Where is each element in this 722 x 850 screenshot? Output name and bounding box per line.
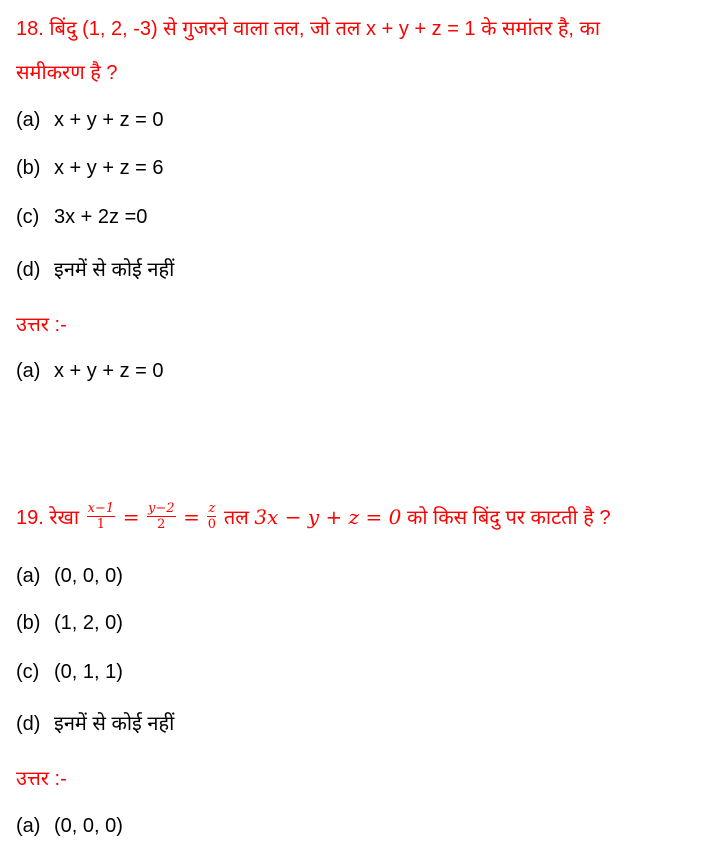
q18-option-a bbox=[16, 109, 164, 132]
option-text: इनमें से कोई नहीं bbox=[54, 713, 175, 735]
q19-option-a bbox=[16, 565, 123, 588]
option-text: x + y + z = 0 bbox=[54, 109, 164, 131]
fraction-2 bbox=[147, 502, 176, 531]
option-label: (c) bbox=[16, 661, 40, 683]
q19-option-b bbox=[16, 612, 123, 635]
q19-answer bbox=[16, 815, 123, 838]
q19-prefix: 19. रेखा bbox=[16, 507, 80, 529]
fraction-1-numerator: x−1 bbox=[87, 501, 115, 517]
option-text: (1, 2, 0) bbox=[54, 612, 123, 634]
plane-equation: 3x − y + z = 0 bbox=[254, 505, 402, 529]
answer-text: (0, 0, 0) bbox=[54, 815, 123, 837]
option-label: (a) bbox=[16, 109, 41, 131]
option-text: x + y + z = 6 bbox=[54, 157, 164, 179]
fraction-2-denominator: 2 bbox=[157, 517, 166, 533]
answer-text: x + y + z = 0 bbox=[54, 360, 164, 382]
q18-option-b bbox=[16, 157, 164, 180]
answer-label: (a) bbox=[16, 815, 41, 837]
option-label: (d) bbox=[16, 713, 41, 735]
equals-sign: = bbox=[122, 505, 140, 529]
option-label: (c) bbox=[16, 206, 40, 228]
option-label: (b) bbox=[16, 612, 41, 634]
fraction-1 bbox=[87, 502, 116, 531]
q18-question-line2: समीकरण है ? bbox=[16, 62, 118, 84]
fraction-3 bbox=[207, 502, 216, 531]
fraction-2-numerator: y−2 bbox=[148, 501, 175, 517]
option-label: (d) bbox=[16, 259, 41, 281]
q19-option-d bbox=[16, 709, 174, 736]
equals-sign: = bbox=[183, 505, 200, 529]
option-label: (b) bbox=[16, 157, 41, 179]
answer-label: (a) bbox=[16, 360, 41, 382]
q19-suffix: को किस बिंदु पर काटती है ? bbox=[406, 507, 611, 529]
option-text: (0, 0, 0) bbox=[54, 565, 123, 587]
q19-question bbox=[16, 503, 611, 533]
option-text: इनमें से कोई नहीं bbox=[54, 259, 175, 281]
fraction-3-numerator: z bbox=[208, 501, 216, 517]
q19-mid-text: तल bbox=[223, 507, 249, 529]
option-text: (0, 1, 1) bbox=[54, 661, 123, 683]
q18-question-line1: 18. बिंदु (1, 2, -3) से गुजरने वाला तल, जो तल x + y + z = 1 के समांतर है, का bbox=[16, 18, 601, 40]
option-text: 3x + 2z =0 bbox=[54, 206, 148, 228]
q18-option-c bbox=[16, 206, 147, 229]
q19-option-c bbox=[16, 661, 123, 684]
q19-answer-heading: उत्तर :- bbox=[16, 768, 67, 790]
q18-answer bbox=[16, 360, 164, 383]
q18-answer-heading: उत्तर :- bbox=[16, 314, 67, 336]
fraction-3-denominator: 0 bbox=[207, 517, 217, 533]
option-label: (a) bbox=[16, 565, 41, 587]
fraction-1-denominator: 1 bbox=[96, 517, 106, 533]
q18-option-d bbox=[16, 255, 174, 282]
